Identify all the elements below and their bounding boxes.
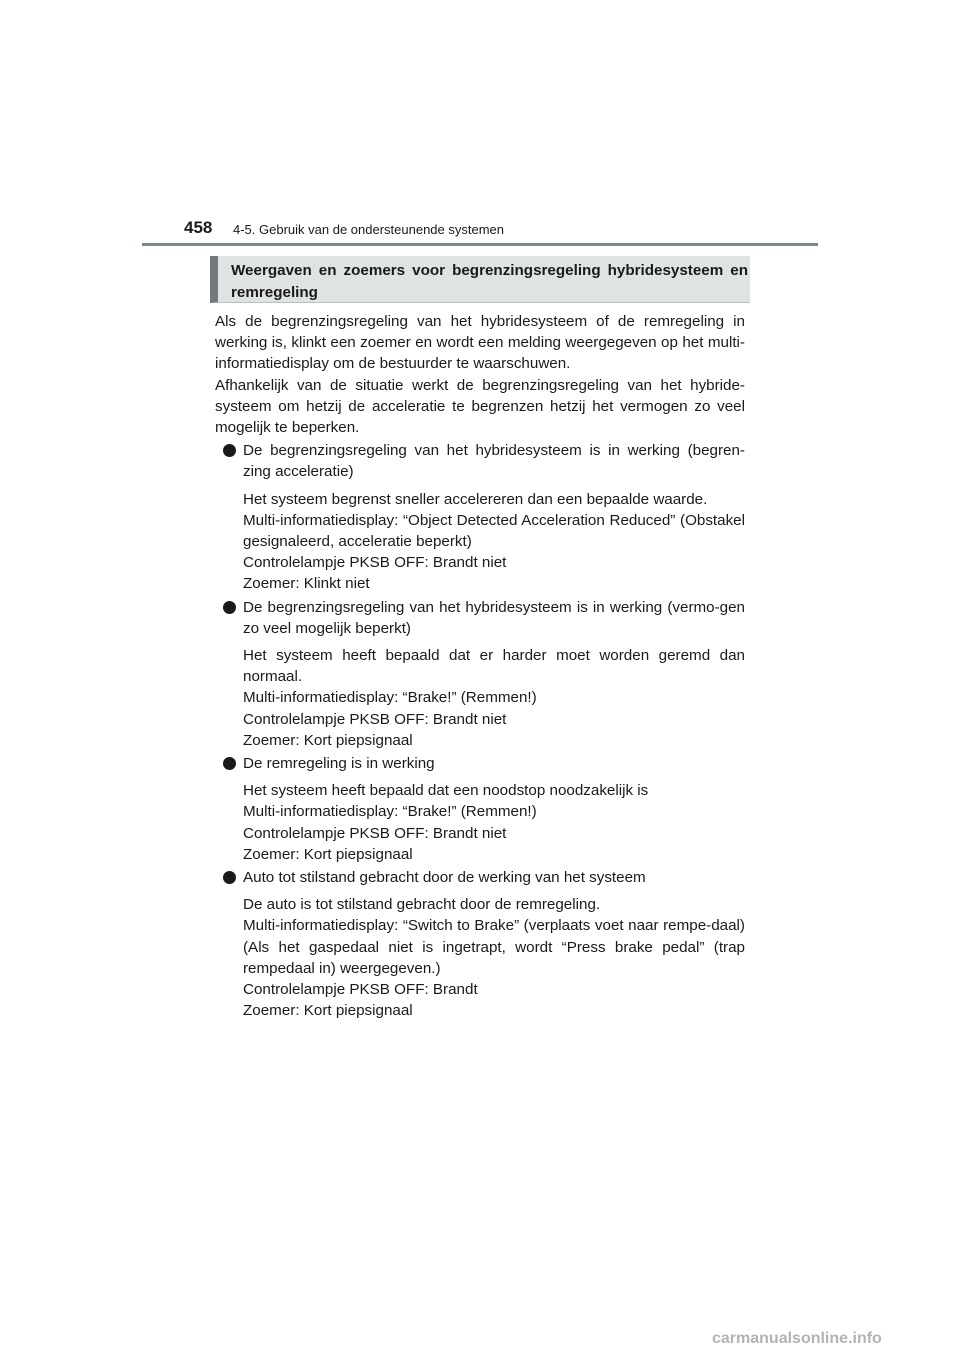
- page-number: 458: [184, 218, 213, 237]
- bullet-detail-3: [215, 780, 745, 865]
- bullet-item-1: [215, 440, 745, 482]
- header-divider: [142, 243, 818, 246]
- bullet-detail-2: [215, 645, 745, 751]
- bullet-detail-4: [215, 894, 745, 1021]
- detail-line: Het systeem heeft bepaald dat een noodstop noodzakelijk is: [243, 782, 649, 800]
- detail-line: Controlelampje PKSB OFF: Brandt niet: [243, 710, 507, 728]
- bullet-item-3: [215, 753, 745, 774]
- bullet-item-4: [215, 867, 745, 888]
- detail-line: Controlelampje PKSB OFF: Brandt niet: [243, 554, 507, 572]
- watermark: carmanualsonline.info: [712, 1330, 882, 1347]
- bullet-title: De begrenzingsregeling van het hybridesysteem is in werking (begren-zing acceleratie): [243, 442, 745, 481]
- detail-line: Het systeem heeft bepaald dat er harder moet worden geremd dan normaal.: [243, 647, 745, 686]
- intro-paragraph-1: Als de begrenzingsregeling van het hybridesysteem of de remregeling in werking is, klinkt een zoemer en wordt een melding weergegeven op het multi-informatiedisplay om de bestuurder te waarschuwen.: [215, 313, 745, 373]
- content-body: [215, 311, 745, 1024]
- detail-line: Controlelampje PKSB OFF: Brandt niet: [243, 824, 507, 842]
- subsection-heading-box: [210, 256, 750, 303]
- bullet-icon: [223, 757, 236, 770]
- intro-paragraph-2: Afhankelijk van de situatie werkt de begrenzingsregeling van het hybride-systeem om hetzij de acceleratie te begrenzen hetzij het vermogen zo veel mogelijk te beperken.: [215, 376, 745, 437]
- detail-line: Zoemer: Kort piepsignaal: [243, 1002, 413, 1020]
- detail-line: Controlelampje PKSB OFF: Brandt: [243, 981, 478, 999]
- subsection-heading: Weergaven en zoemers voor begrenzingsregeling hybridesysteem en remregeling: [231, 262, 748, 301]
- bullet-title: De remregeling is in werking: [243, 755, 435, 773]
- bullet-detail-1: [215, 489, 745, 595]
- bullet-icon: [223, 601, 236, 614]
- bullet-icon: [223, 871, 236, 884]
- bullet-item-2: [215, 597, 745, 639]
- detail-line: Zoemer: Kort piepsignaal: [243, 731, 413, 749]
- detail-line: Multi-informatiedisplay: “Brake!” (Remmen!): [243, 803, 537, 821]
- section-title: 4-5. Gebruik van de ondersteunende systemen: [233, 222, 505, 237]
- bullet-icon: [223, 444, 236, 457]
- detail-line: Multi-informatiedisplay: “Object Detected Acceleration Reduced” (Obstakel gesignaleerd, acceleratie beperkt): [243, 511, 745, 551]
- detail-line: Zoemer: Kort piepsignaal: [243, 845, 413, 863]
- detail-line: De auto is tot stilstand gebracht door de remregeling.: [243, 896, 601, 914]
- bullet-title: Auto tot stilstand gebracht door de werking van het systeem: [243, 869, 646, 887]
- detail-line: Multi-informatiedisplay: “Switch to Brake” (verplaats voet naar rempe-daal) (Als het gaspedaal niet is ingetrapt, wordt “Press brake pedal” (trap rempedaal in) weergegeven.): [243, 917, 745, 977]
- bullet-title: De begrenzingsregeling van het hybridesysteem is in werking (vermo-gen zo veel mogelijk beperkt): [243, 598, 745, 637]
- detail-line: Multi-informatiedisplay: “Brake!” (Remmen!): [243, 689, 537, 707]
- detail-line: Zoemer: Klinkt niet: [243, 575, 370, 593]
- detail-line: Het systeem begrenst sneller accelereren dan een bepaalde waarde.: [243, 490, 708, 508]
